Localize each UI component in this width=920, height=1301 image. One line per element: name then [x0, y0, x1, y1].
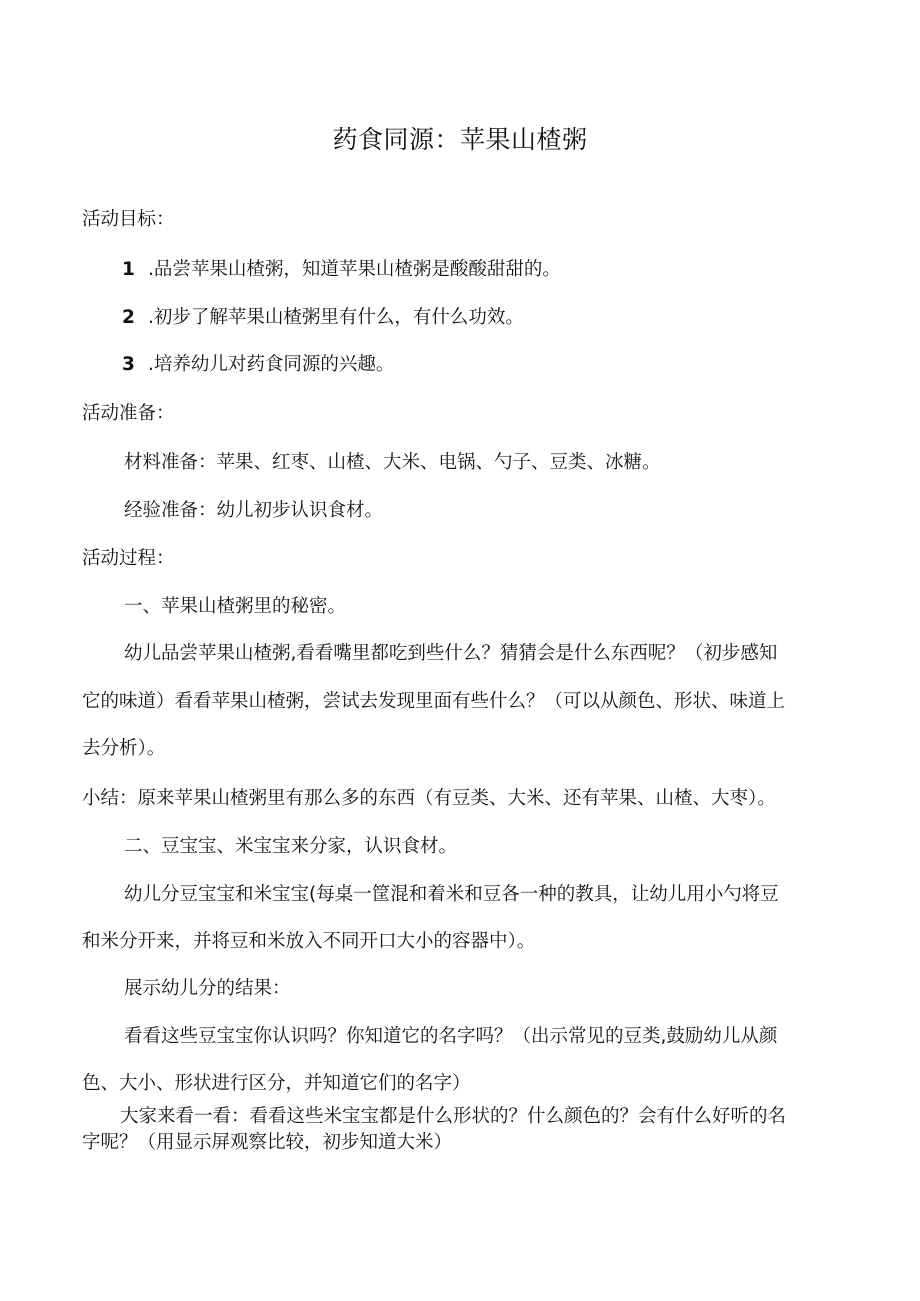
goal-text: .品尝苹果山楂粥，知道苹果山楂粥是酸酸甜甜的。 [148, 259, 561, 280]
prep-experience: 经验准备：幼儿初步认识食材。 [124, 500, 384, 521]
section1-paragraph-line: 去分析）。 [82, 738, 166, 759]
goal-item-3 [122, 352, 394, 378]
goal-number: 3 [122, 354, 135, 375]
goal-item-1 [122, 257, 561, 283]
document-title: 药食同源：苹果山楂粥 [332, 125, 588, 154]
beans-paragraph-line: 色、大小、形状进行区分，并知道它们的名字） [82, 1073, 471, 1094]
goal-text: .初步了解苹果山楂粥里有什么，有什么功效。 [148, 307, 524, 328]
show-results: 展示幼儿分的结果： [124, 978, 291, 999]
prep-materials: 材料准备：苹果、红枣、山楂、大米、电锅、勺子、豆类、冰糖。 [124, 452, 661, 473]
rice-paragraph-line: 字呢？（用显示屏观察比较，初步知道大米） [82, 1132, 453, 1153]
goal-number: 1 [122, 259, 135, 280]
section1-heading: 一、苹果山楂粥里的秘密。 [124, 596, 347, 617]
section2-paragraph-line: 和米分开来，并将豆和米放入不同开口大小的容器中）。 [82, 931, 536, 952]
section1-paragraph-line: 幼儿品尝苹果山楂粥,看看嘴里都吃到些什么？猜猜会是什么东西呢？（初步感知 [124, 643, 778, 664]
rice-paragraph-line: 大家来看一看：看看这些米宝宝都是什么形状的？什么颜色的？会有什么好听的名 [120, 1106, 787, 1127]
goal-number: 2 [122, 307, 135, 328]
goal-text: .培养幼儿对药食同源的兴趣。 [148, 354, 395, 375]
summary: 小结：原来苹果山楂粥里有那么多的东西（有豆类、大米、还有苹果、山楂、大枣）。 [82, 788, 776, 809]
goals-heading: 活动目标： [82, 209, 175, 230]
section2-paragraph-line: 幼儿分豆宝宝和米宝宝(每桌一筐混和着米和豆各一种的教具，让幼儿用小勺将豆 [124, 884, 779, 905]
prep-heading: 活动准备： [82, 403, 175, 424]
process-heading: 活动过程： [82, 548, 175, 569]
section2-heading: 二、豆宝宝、米宝宝来分家，认识食材。 [124, 836, 458, 857]
goal-item-2 [122, 305, 524, 331]
beans-paragraph-line: 看看这些豆宝宝你认识吗？你知道它的名字吗？（出示常见的豆类,鼓励幼儿从颜 [124, 1026, 778, 1047]
section1-paragraph-line: 它的味道）看看苹果山楂粥，尝试去发现里面有些什么？（可以从颜色、形状、味道上 [82, 691, 786, 712]
